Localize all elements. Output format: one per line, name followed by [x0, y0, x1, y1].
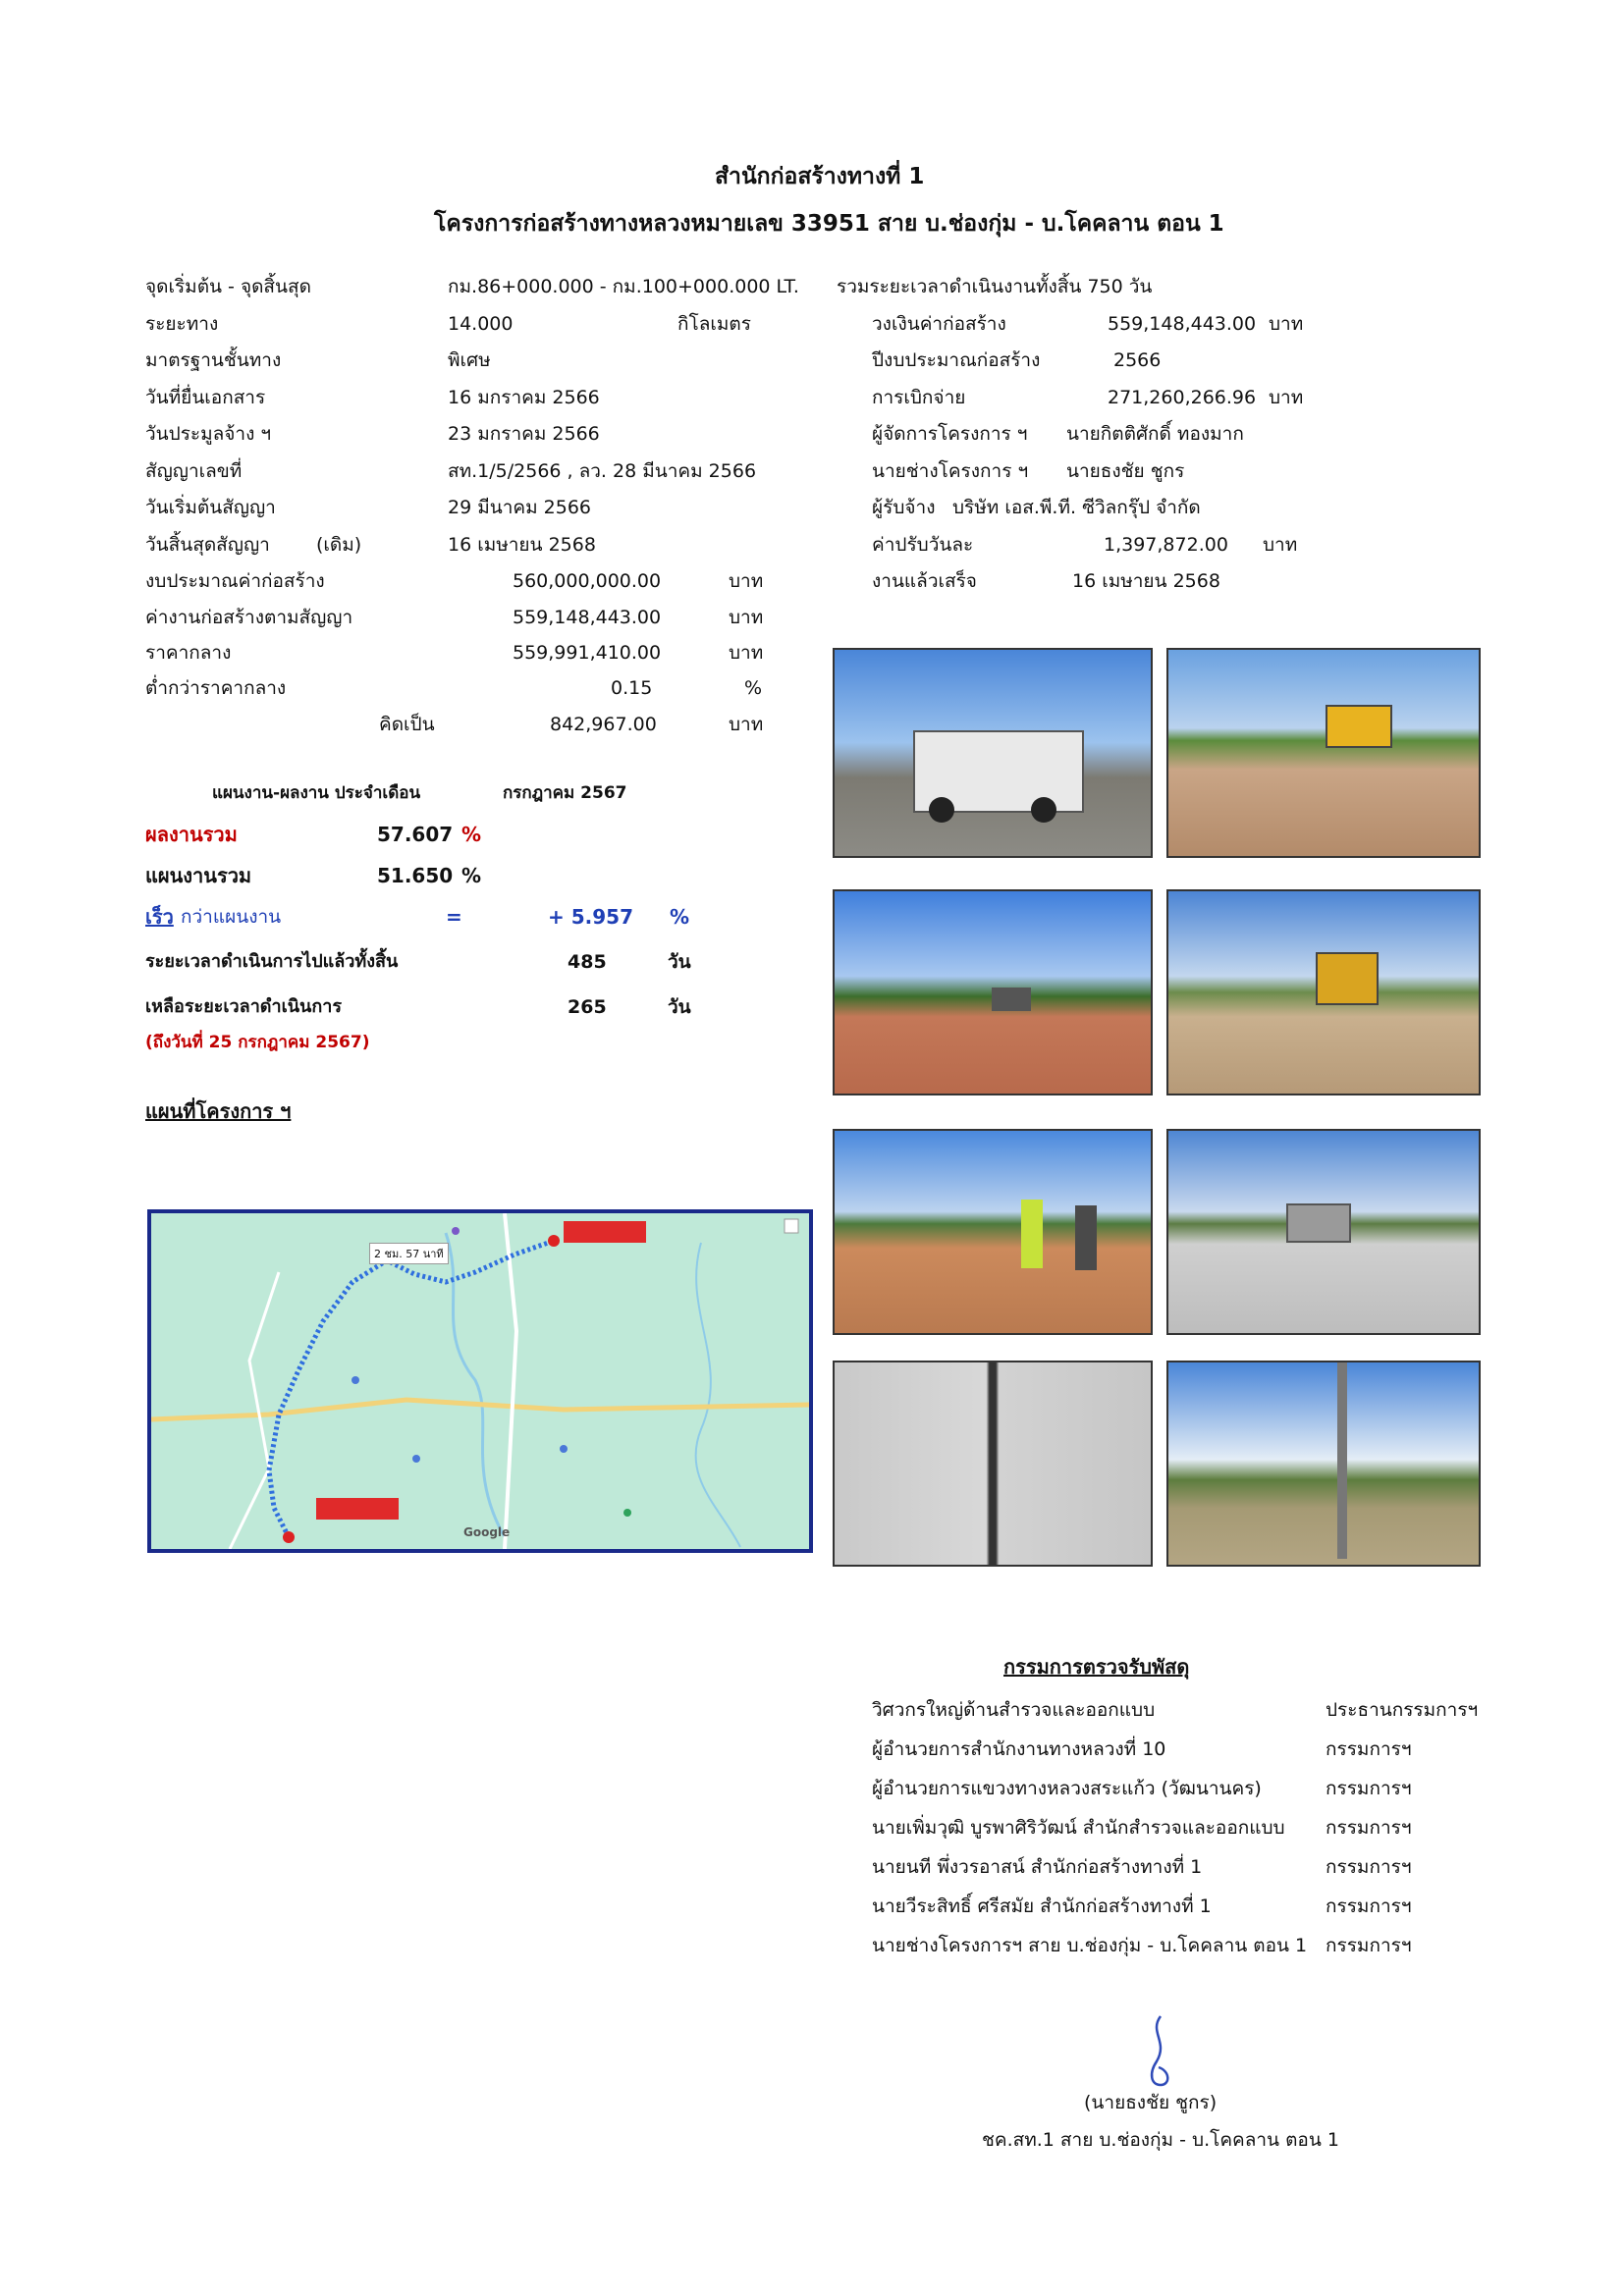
road-line [230, 1272, 279, 1549]
site-photo-utility-pole [1166, 1361, 1481, 1567]
info-label: การเบิกจ่าย [872, 387, 966, 408]
info-label: ค่าปรับวันละ [872, 534, 974, 556]
committee-title: กรรมการตรวจรับพัสดุ [1003, 1655, 1190, 1679]
budget-label: ต่ำกว่าราคากลาง [145, 677, 287, 699]
site-photo-grader [1166, 889, 1481, 1095]
project-title: โครงการก่อสร้างทางหลวงหมายเลข 33951 สาย บ.ช่องกุ่ม - บ.โคคลาน ตอน 1 [434, 211, 1224, 237]
elapsed-value: 485 [568, 951, 607, 973]
info-value: 1,397,872.00 [1104, 534, 1228, 556]
fast-word: เร็ว [145, 905, 174, 929]
signer-position: ชค.สท.1 สาย บ.ช่องกุ่ม - บ.โคคลาน ตอน 1 [982, 2129, 1339, 2151]
budget-value: 842,967.00 [550, 714, 657, 735]
river-line [446, 1233, 505, 1537]
info-unit: กิโลเมตร [677, 313, 751, 335]
remain-unit: วัน [668, 996, 691, 1018]
info-label: งานแล้วเสร็จ [872, 570, 977, 592]
budget-label: งบประมาณค่าก่อสร้าง [145, 570, 325, 592]
budget-unit: บาท [729, 714, 764, 735]
budget-value: 560,000,000.00 [513, 570, 662, 592]
info-unit: บาท [1263, 534, 1298, 556]
committee-member: ผู้อำนวยการแขวงทางหลวงสระแก้ว (วัฒนานคร) [872, 1778, 1262, 1799]
progress-month: กรกฎาคม 2567 [503, 783, 627, 803]
info-value: นายกิตติศักดิ์ ทองมาก [1066, 423, 1244, 445]
budget-value: 559,991,410.00 [513, 642, 662, 664]
site-photo-excavator [1166, 648, 1481, 858]
info-value: 29 มีนาคม 2566 [448, 497, 592, 518]
committee-member: นายเพิ่มวุฒิ บูรพาศิริวัฒน์ สำนักสำรวจและออกแบบ [872, 1817, 1285, 1839]
info-label: วันสิ้นสุดสัญญา [145, 534, 270, 556]
site-photo-concrete-road [1166, 1129, 1481, 1335]
place-marker-icon [352, 1376, 359, 1384]
committee-member: วิศวกรใหญ่ด้านสำรวจและออกแบบ [872, 1699, 1156, 1721]
google-logo: Google [463, 1525, 511, 1539]
road-line [505, 1213, 516, 1549]
committee-role: กรรมการฯ [1326, 1778, 1412, 1799]
elapsed-unit: วัน [668, 951, 691, 973]
backhoe-body [992, 988, 1031, 1011]
info-value: บริษัท เอส.พี.ที. ซีวิลกรุ๊ป จำกัด [952, 497, 1201, 518]
site-photo-truck [833, 648, 1153, 858]
committee-role: กรรมการฯ [1326, 1738, 1412, 1760]
place-marker-icon [452, 1227, 460, 1235]
callout-box [564, 1221, 646, 1243]
utility-pole [1337, 1362, 1347, 1559]
info-value: 16 มกราคม 2566 [448, 387, 600, 408]
result-unit: % [461, 823, 482, 846]
budget-unit: % [744, 677, 763, 699]
info-value: 14.000 [448, 313, 514, 335]
committee-member: ผู้อำนวยการสำนักงานทางหลวงที่ 10 [872, 1738, 1166, 1760]
map-graphic [151, 1213, 809, 1549]
info-label: ระยะทาง [145, 313, 219, 335]
fast-unit: % [670, 905, 690, 929]
info-label: นายช่างโครงการ ฯ [872, 460, 1029, 482]
info-value: 559,148,443.00 [1108, 313, 1257, 335]
callout-box [316, 1498, 399, 1520]
committee-role: กรรมการฯ [1326, 1935, 1412, 1956]
info-label: วันประมูลจ้าง ฯ [145, 423, 272, 445]
budget-label: ราคากลาง [145, 642, 232, 664]
committee-member: นายนที พึ่งวรอาสน์ สำนักก่อสร้างทางที่ 1 [872, 1856, 1203, 1878]
info-label: วงเงินค่าก่อสร้าง [872, 313, 1006, 335]
progress-heading: แผนงาน-ผลงาน ประจำเดือน [212, 783, 421, 803]
budget-unit: บาท [729, 642, 764, 664]
site-photo-concrete-joint [833, 1361, 1153, 1567]
info-value: 16 เมษายน 2568 [448, 534, 596, 556]
info-value: นายธงชัย ชูกร [1066, 460, 1185, 482]
info-label: วันที่ยื่นเอกสาร [145, 387, 266, 408]
road-line [151, 1400, 809, 1419]
plan-value: 51.650 [377, 864, 454, 887]
surveyor-figure [1075, 1205, 1097, 1270]
info-label: ผู้รับจ้าง [872, 497, 936, 518]
info-note: (เดิม) [316, 534, 362, 556]
info-unit: บาท [1269, 387, 1304, 408]
project-map [147, 1209, 813, 1553]
office-title: สำนักก่อสร้างทางที่ 1 [715, 164, 925, 189]
info-label: สัญญาเลขที่ [145, 460, 243, 482]
remain-value: 265 [568, 996, 607, 1018]
total-duration: รวมระยะเวลาดำเนินงานทั้งสิ้น 750 วัน [837, 276, 1153, 297]
signer-name: (นายธงชัย ชูกร) [1084, 2092, 1218, 2113]
budget-unit: บาท [729, 607, 764, 628]
info-value: สท.1/5/2566 , ลว. 28 มีนาคม 2566 [448, 460, 757, 482]
info-value: พิเศษ [448, 349, 491, 371]
fast-eq: = [446, 905, 462, 929]
plan-label: แผนงานรวม [145, 864, 252, 887]
budget-unit: บาท [729, 570, 764, 592]
truck-wheel [1031, 797, 1056, 823]
budget-value: 559,148,443.00 [513, 607, 662, 628]
place-marker-icon [412, 1455, 420, 1463]
committee-role: กรรมการฯ [1326, 1896, 1412, 1917]
place-marker-icon [623, 1509, 631, 1517]
car-shape [1286, 1203, 1351, 1243]
site-photo-surveyors [833, 1129, 1153, 1335]
info-value: 2566 [1113, 349, 1162, 371]
budget-label: คิดเป็น [379, 714, 435, 735]
as-of-date: (ถึงวันที่ 25 กรกฎาคม 2567) [145, 1033, 370, 1052]
info-label: จุดเริ่มต้น - จุดสิ้นสุด [145, 276, 311, 297]
signature-mark [1139, 2012, 1178, 2091]
surveyor-figure [1021, 1200, 1043, 1268]
end-marker-icon [548, 1235, 560, 1247]
committee-member: นายวีระสิทธิ์ ศรีสมัย สำนักก่อสร้างทางที่ 1 [872, 1896, 1212, 1917]
info-label: ปีงบประมาณก่อสร้าง [872, 349, 1041, 371]
fast-value: + 5.957 [548, 905, 633, 929]
committee-role: ประธานกรรมการฯ [1326, 1699, 1479, 1721]
truck-wheel [929, 797, 954, 823]
committee-role: กรรมการฯ [1326, 1856, 1412, 1878]
info-value: 271,260,266.96 [1108, 387, 1257, 408]
grader-body [1316, 952, 1379, 1005]
info-label: ผู้จัดการโครงการ ฯ [872, 423, 1028, 445]
result-label: ผลงานรวม [145, 823, 238, 846]
info-label: วันเริ่มต้นสัญญา [145, 497, 276, 518]
info-value: กม.86+000.000 - กม.100+000.000 LT. [448, 276, 799, 297]
info-label: มาตรฐานชั้นทาง [145, 349, 282, 371]
budget-value: 0.15 [611, 677, 653, 699]
info-unit: บาท [1269, 313, 1304, 335]
map-layers-button [785, 1219, 798, 1233]
committee-member: นายช่างโครงการฯ สาย บ.ช่องกุ่ม - บ.โคคลาน ตอน 1 [872, 1935, 1308, 1956]
place-marker-icon [560, 1445, 568, 1453]
river-line [696, 1243, 740, 1547]
start-marker-icon [283, 1531, 295, 1543]
committee-role: กรรมการฯ [1326, 1817, 1412, 1839]
site-photo-backhoe [833, 889, 1153, 1095]
plan-unit: % [461, 864, 482, 887]
fast-label: กว่าแผนงาน [181, 906, 282, 928]
remain-label: เหลือระยะเวลาดำเนินการ [145, 996, 343, 1017]
budget-label: ค่างานก่อสร้างตามสัญญา [145, 607, 353, 628]
elapsed-label: ระยะเวลาดำเนินการไปแล้วทั้งสิ้น [145, 951, 399, 972]
map-title: แผนที่โครงการ ฯ [145, 1099, 292, 1123]
distance-badge: 2 ชม. 57 นาที [369, 1243, 449, 1264]
excavator-body [1326, 705, 1392, 748]
info-value: 23 มกราคม 2566 [448, 423, 600, 445]
result-value: 57.607 [377, 823, 454, 846]
info-value: 16 เมษายน 2568 [1072, 570, 1220, 592]
